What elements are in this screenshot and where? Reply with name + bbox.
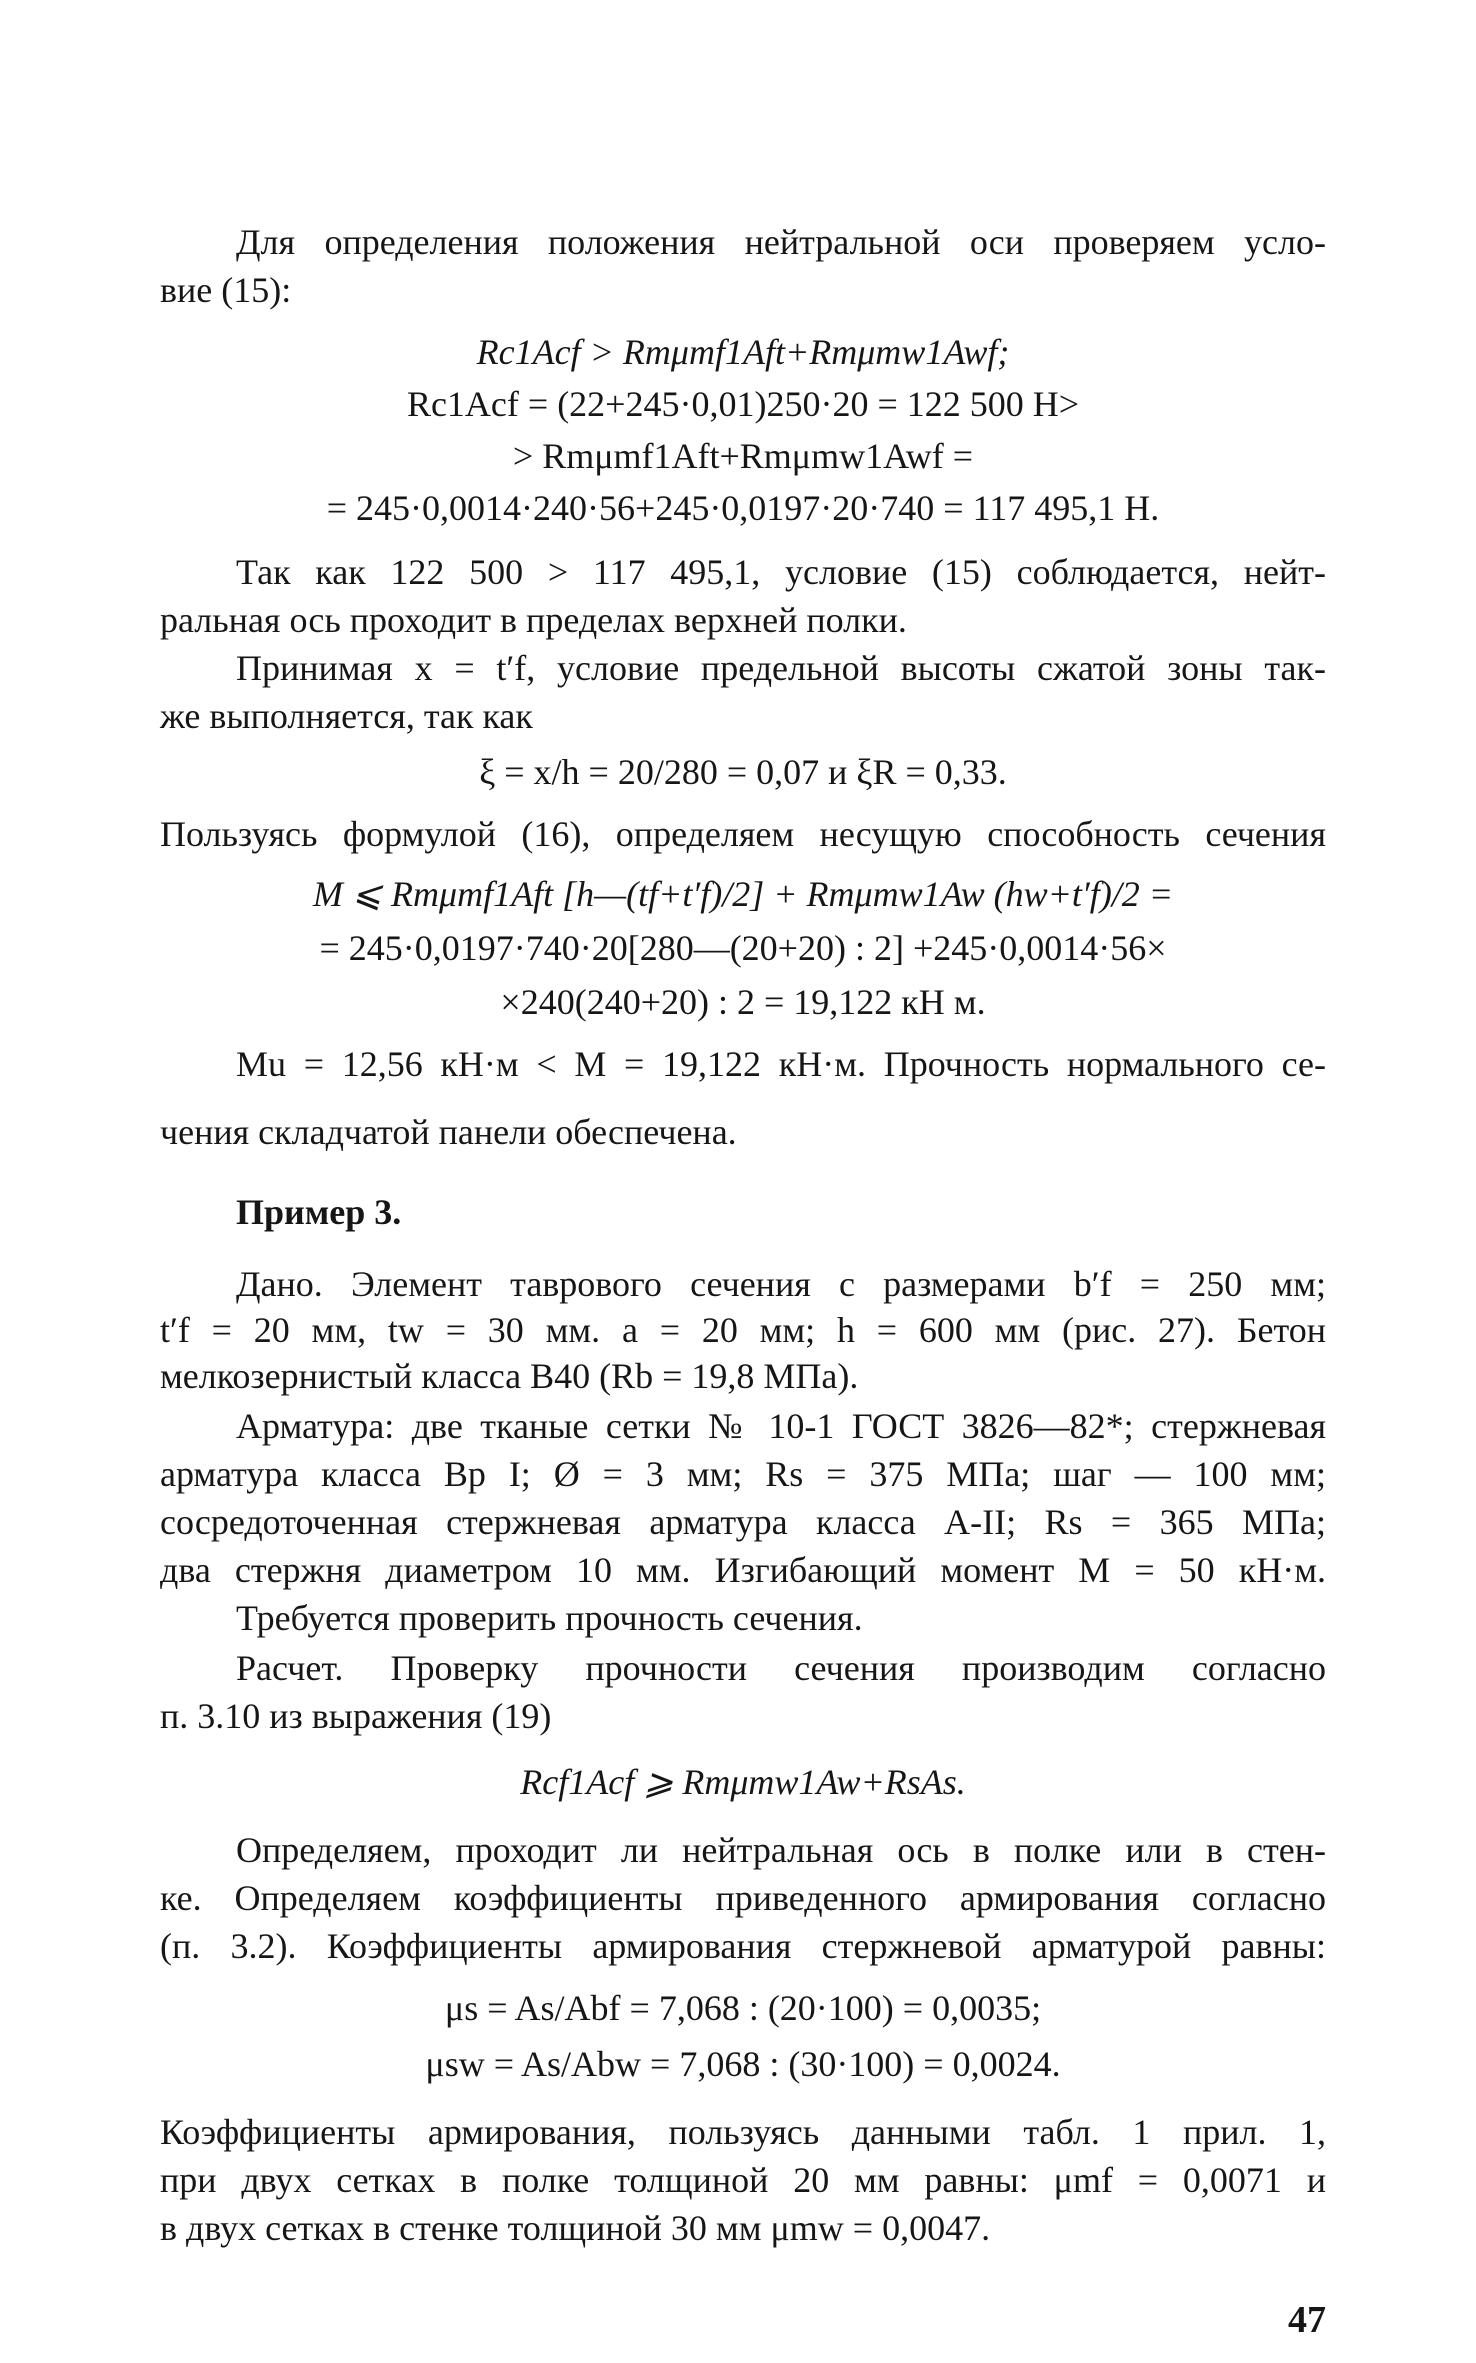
formula-line: ×240(240+20) : 2 = 19,122 кН м. xyxy=(500,982,986,1022)
formula-line: = 245·0,0014·240·56+245·0,0197·20·740 = 117 495,1 H. xyxy=(326,488,1160,528)
text-line: вие (15): xyxy=(160,270,292,310)
formula-line: > Rmμmf1Aft+Rmμmw1Awf = xyxy=(512,436,974,476)
text-line: ральная ось проходит в пределах верхней полки. xyxy=(160,600,907,640)
formula-line: Rc1Acf > Rmμmf1Aft+Rmμmw1Awf; xyxy=(476,332,1010,372)
text-line: же выполняется, так как xyxy=(160,696,533,736)
formula-line: Rc1Acf = (22+245·0,01)250·20 = 122 500 H> xyxy=(406,384,1080,424)
text-line: Коэффициенты армирования, пользуясь данными табл. 1 прил. 1, xyxy=(160,2112,1326,2152)
text-line: Так как 122 500 > 117 495,1, условие (15) соблюдается, нейт- xyxy=(236,552,1326,592)
text-line: при двух сетках в полке толщиной 20 мм равны: μmf = 0,0071 и xyxy=(160,2160,1326,2200)
text-line: (п. 3.2). Коэффициенты армирования стержневой арматурой равны: xyxy=(160,1926,1326,1966)
text-line: Дано. Элемент таврового сечения с размерами b′f = 250 мм; xyxy=(236,1264,1326,1304)
text-line: в двух сетках в стенке толщиной 30 мм μmw = 0,0047. xyxy=(160,2208,991,2248)
formula-line: M ⩽ Rmμmf1Aft [h—(tf+t′f)/2] + Rmμmw1Aw (hw+t′f)/2 = xyxy=(312,874,1174,914)
text-line: п. 3.10 из выражения (19) xyxy=(160,1696,552,1736)
page-number: 47 xyxy=(1288,2299,1326,2341)
text-line: чения складчатой панели обеспечена. xyxy=(160,1112,737,1152)
text-line: сосредоточенная стержневая арматура класса А-II; Rs = 365 МПа; xyxy=(160,1502,1326,1542)
formula-line: μsw = As/Abw = 7,068 : (30·100) = 0,0024. xyxy=(425,2044,1061,2084)
text-line: Принимая x = t′f, условие предельной высоты сжатой зоны так- xyxy=(236,648,1326,688)
text-line: ке. Определяем коэффициенты приведенного армирования согласно xyxy=(160,1878,1326,1918)
formula-line: Rcf1Acf ⩾ Rmμmw1Aw+RsAs. xyxy=(520,1762,966,1802)
text-line: арматура класса Вр I; Ø = 3 мм; Rs = 375 МПа; шаг — 100 мм; xyxy=(160,1454,1326,1494)
example-heading: Пример 3. xyxy=(236,1192,402,1232)
formula-line: = 245·0,0197·740·20[280—(20+20) : 2] +245·0,0014·56× xyxy=(319,928,1167,968)
formula-line: μs = As/Abf = 7,068 : (20·100) = 0,0035; xyxy=(444,1988,1042,2028)
text-line: Арматура: две тканые сетки № 10-1 ГОСТ 3826—82*; стержневая xyxy=(236,1406,1326,1446)
text-line: Расчет. Проверку прочности сечения производим согласно xyxy=(236,1648,1326,1688)
text-line: Mu = 12,56 кН·м < M = 19,122 кН·м. Прочность нормального се- xyxy=(236,1044,1326,1084)
text-line: Пользуясь формулой (16), определяем несущую способность сечения xyxy=(160,814,1326,854)
text-line: Требуется проверить прочность сечения. xyxy=(236,1598,863,1638)
text-line: Для определения положения нейтральной оси проверяем усло- xyxy=(236,222,1326,262)
text-line: два стержня диаметром 10 мм. Изгибающий момент M = 50 кН·м. xyxy=(160,1550,1326,1590)
text-line: Определяем, проходит ли нейтральная ось в полке или в стен- xyxy=(236,1830,1326,1870)
formula-line: ξ = x/h = 20/280 = 0,07 и ξR = 0,33. xyxy=(479,752,1007,792)
text-line: t′f = 20 мм, tw = 30 мм. a = 20 мм; h = 600 мм (рис. 27). Бетон xyxy=(160,1310,1326,1350)
text-line: мелкозернистый класса В40 (Rb = 19,8 МПа). xyxy=(160,1356,859,1396)
